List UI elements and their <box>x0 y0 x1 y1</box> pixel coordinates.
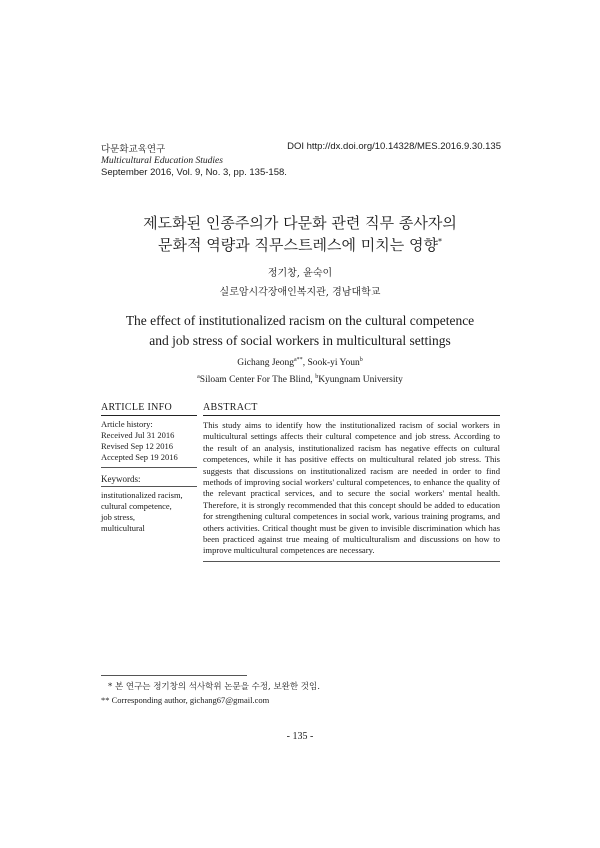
affiliations-korean: 실로암시각장애인복지관, 경남대학교 <box>219 287 381 298</box>
footnote-corresponding-author: ** Corresponding author, gichang67@gmail.com <box>101 695 270 705</box>
author-2-sup: b <box>359 356 363 363</box>
revised-date: Revised Sep 12 2016 <box>101 441 174 451</box>
author-1: Gichang Jeong <box>237 358 295 368</box>
article-history <box>101 416 197 468</box>
accepted-date: Accepted Sep 19 2016 <box>101 452 178 462</box>
keyword-item: cultural competence, <box>101 501 172 511</box>
title-korean-line1: 제도화된 인종주의가 다문화 관련 직무 종사자의 <box>143 214 457 232</box>
authors-korean: 정기창, 윤숙이 <box>267 268 333 279</box>
page-number: - 135 - <box>286 731 314 742</box>
journal-header <box>101 141 501 178</box>
history-label: Article history: <box>101 419 153 429</box>
author-2: Sook-yi Youn <box>307 358 360 368</box>
keywords-list <box>101 487 197 534</box>
title-english <box>60 311 540 351</box>
journal-name-korean: 다문화교육연구 <box>101 144 166 155</box>
issue-info: September 2016, Vol. 9, No. 3, pp. 135-158. <box>101 167 287 178</box>
affiliations-english: $^a$Siloam Center For The Blind, $^b$Kyungnam University <box>197 373 403 385</box>
title-footnote-mark: * <box>437 237 442 246</box>
footnote-divider <box>101 675 247 676</box>
abstract-heading: ABSTRACT <box>203 402 500 416</box>
keyword-item: multicultural <box>101 523 145 533</box>
abstract-body <box>203 416 500 562</box>
keyword-item: job stress, <box>101 512 135 522</box>
title-english-line2: and job stress of social workers in multicultural settings <box>149 333 451 348</box>
received-date: Received Jul 31 2016 <box>101 430 175 440</box>
title-english-line1: The effect of institutionalized racism on the cultural competence <box>125 313 475 328</box>
author-1-sup: a** <box>294 356 303 363</box>
authors-english: Gichang Jeong$^{a**}$, Sook-yi Youn$^b$ <box>237 356 363 368</box>
article-info-heading: ARTICLE INFO <box>101 402 197 416</box>
title-korean <box>60 212 540 256</box>
journal-name-english: Multicultural Education Studies <box>101 156 223 166</box>
article-info-column <box>101 402 197 534</box>
keywords-heading: Keywords: <box>101 468 197 487</box>
keyword-item: institutionalized racism, <box>101 490 183 500</box>
doi-link[interactable]: DOI http://dx.doi.org/10.14328/MES.2016.9.30.135 <box>287 141 501 152</box>
title-korean-line2: 문화적 역량과 직무스트레스에 미치는 영향* <box>158 236 442 254</box>
footnote-1: * 본 연구는 정기창의 석사학위 논문을 수정, 보완한 것임. <box>108 682 320 692</box>
abstract-column <box>203 402 500 562</box>
abstract-text: This study aims to identify how the institutionalized racism of social workers in multicultural settings affects their cultural competence and job stress. According to the result of an analysis, institutionalized racism has negative effects on cultural competences, while it has positive effects on multicultural related job stress. This suggests that discussions on institutionalized racism are needed in order to find methods of improving social workers' cultural competences, to enhance the quality of the relevant practical services, and to secure the social workers' mental health. Therefore, it is strongly recommended that this concept should be added to education for strengthening cultural competences in social work, various training programs, and others activities. Critical thought must be given to invisible discrimination which has been practiced against true meaing of multiculturalism and discussions on how to improve multicultural competences are necessary. <box>203 420 500 556</box>
